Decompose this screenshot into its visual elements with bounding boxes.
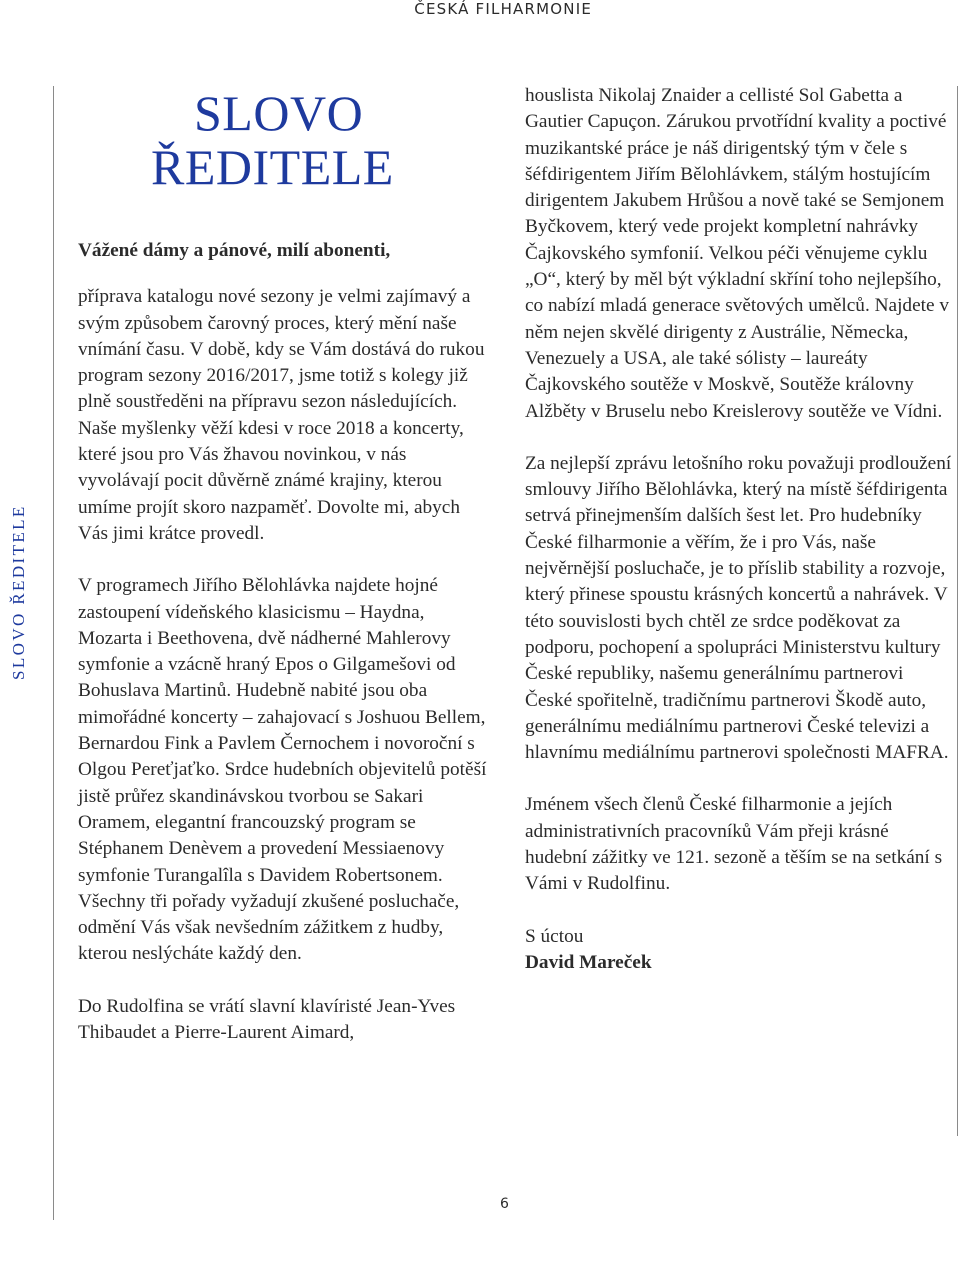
greeting: Vážené dámy a pánové, milí abonenti, [78,240,391,261]
page-number: 6 [500,1196,509,1212]
paragraph: Za nejlepší zprávu letošního roku považuji prodloužení smlouvy Jiřího Bělohlávka, který na místě šéfdirigenta setrvá přinejmenším dalších šest let. Pro hudebníky České filharmonie a věřím, že i pro Vás, naše nejvěrnější posluchače, je to příslib stability a rozvoje, který přinese spoustu krásných koncertů a nahrávek. V této souvislosti bych chtěl ze srdce poděkovat za podporu, pochopení a spolupráci Ministerstvu kultury České republiky, našemu generálnímu partnerovi České spořitelně, tradičnímu partnerovi Škodě auto, generálnímu mediálnímu partnerovi České televizi a hlavnímu mediálnímu partnerovi společnosti MAFRA. [525,452,952,764]
running-header: ČESKÁ FILHARMONIE [414,0,592,18]
paragraph: Jménem všech členů České filharmonie a jejích administrativních pracovníků Vám přeji krásné hudební zážitky ve 121. sezoně a těším se na setkání s Vámi v Rudolfinu. [525,794,943,895]
paragraph: V programech Jiřího Bělohlávka najdete hojné zastoupení vídeňského klasicismu – Haydna, Mozarta i Beethovena, dvě nádherné Mahlerovy symfonie a vzácně hraný Epos o Gilgamešovi od Bohuslava Martinů. Hudebně nabité jsou oba mimořádné koncerty – zahajovací s Joshuou Bellem, Bernardou Fink a Pavlem Černochem i novoroční s Olgou Pereťjaťko. Srdce hudebních objevitelů potěší jistě průřez skandinávskou tvorbou se Sakari Oramem, elegantní francouzský program se Stéphanem Denèvem a provedení Messiaenovy symfonie Turangalîla s Davidem Robertsonem. Všechny tři pořady vyžadují zkušené posluchače, odmění Vás však nevšedním zážitkem z hudby, kterou neslýcháte každý den. [78,575,487,965]
paragraph: Do Rudolfina se vrátí slavní klavíristé Jean-Yves Thibaudet a Pierre-Laurent Aimard, [78,995,456,1044]
right-vertical-rule [957,86,958,1136]
signature-closing: S úctou [525,925,584,947]
page-title-line-1: SLOVO [194,85,364,141]
signature-name: David Mareček [525,951,652,973]
paragraph: příprava katalogu nové sezony je velmi zajímavý a svým způsobem čarovný proces, který mění naše vnímání času. V době, kdy se Vám dostává do rukou program sezony 2016/2017, jsme totiž s kolegy již plně soustředěni na přípravu sezon následujících. Naše myšlenky věží kdesi v roce 2018 a koncerty, které jsou pro Vás žhavou novinkou, v nás vyvolávají pocit důvěrně známé krajiny, kterou umíme projít skoro nazpaměť. Dovolte mi, abych Vás jimi krátce provedl. [78,286,485,544]
section-side-label: SLOVO ŘEDITELE [9,504,28,680]
page-title-line-2: ŘEDITELE [151,139,394,195]
paragraph: houslista Nikolaj Znaider a cellisté Sol Gabetta a Gautier Capuçon. Zárukou prvotřídní kvality a poctivé muzikantské práce je náš dirigentský tým v čele s šéfdirigentem Jiřím Bělohlávkem, stálým hostujícím dirigentem Jakubem Hrůšou a nově také se Semjonem Byčkovem, který vede projekt kompletní nahrávky Čajkovského symfonií. Velkou péči věnujeme cyklu „O“, který by měl být výkladní skříní toho nejlepšího, co nabízí mladá generace světových umělců. Najdete v něm nejen skvělé dirigenty z Austrálie, Německa, Venezuely a USA, ale také sólisty – laureáty Čajkovského soutěže v Moskvě, Soutěže královny Alžběty v Bruselu nebo Kreislerovy soutěže ve Vídni. [525,85,949,422]
left-vertical-rule [53,86,54,1220]
left-text-column [78,238,488,1072]
right-text-column [525,83,953,976]
page-title [151,86,394,194]
